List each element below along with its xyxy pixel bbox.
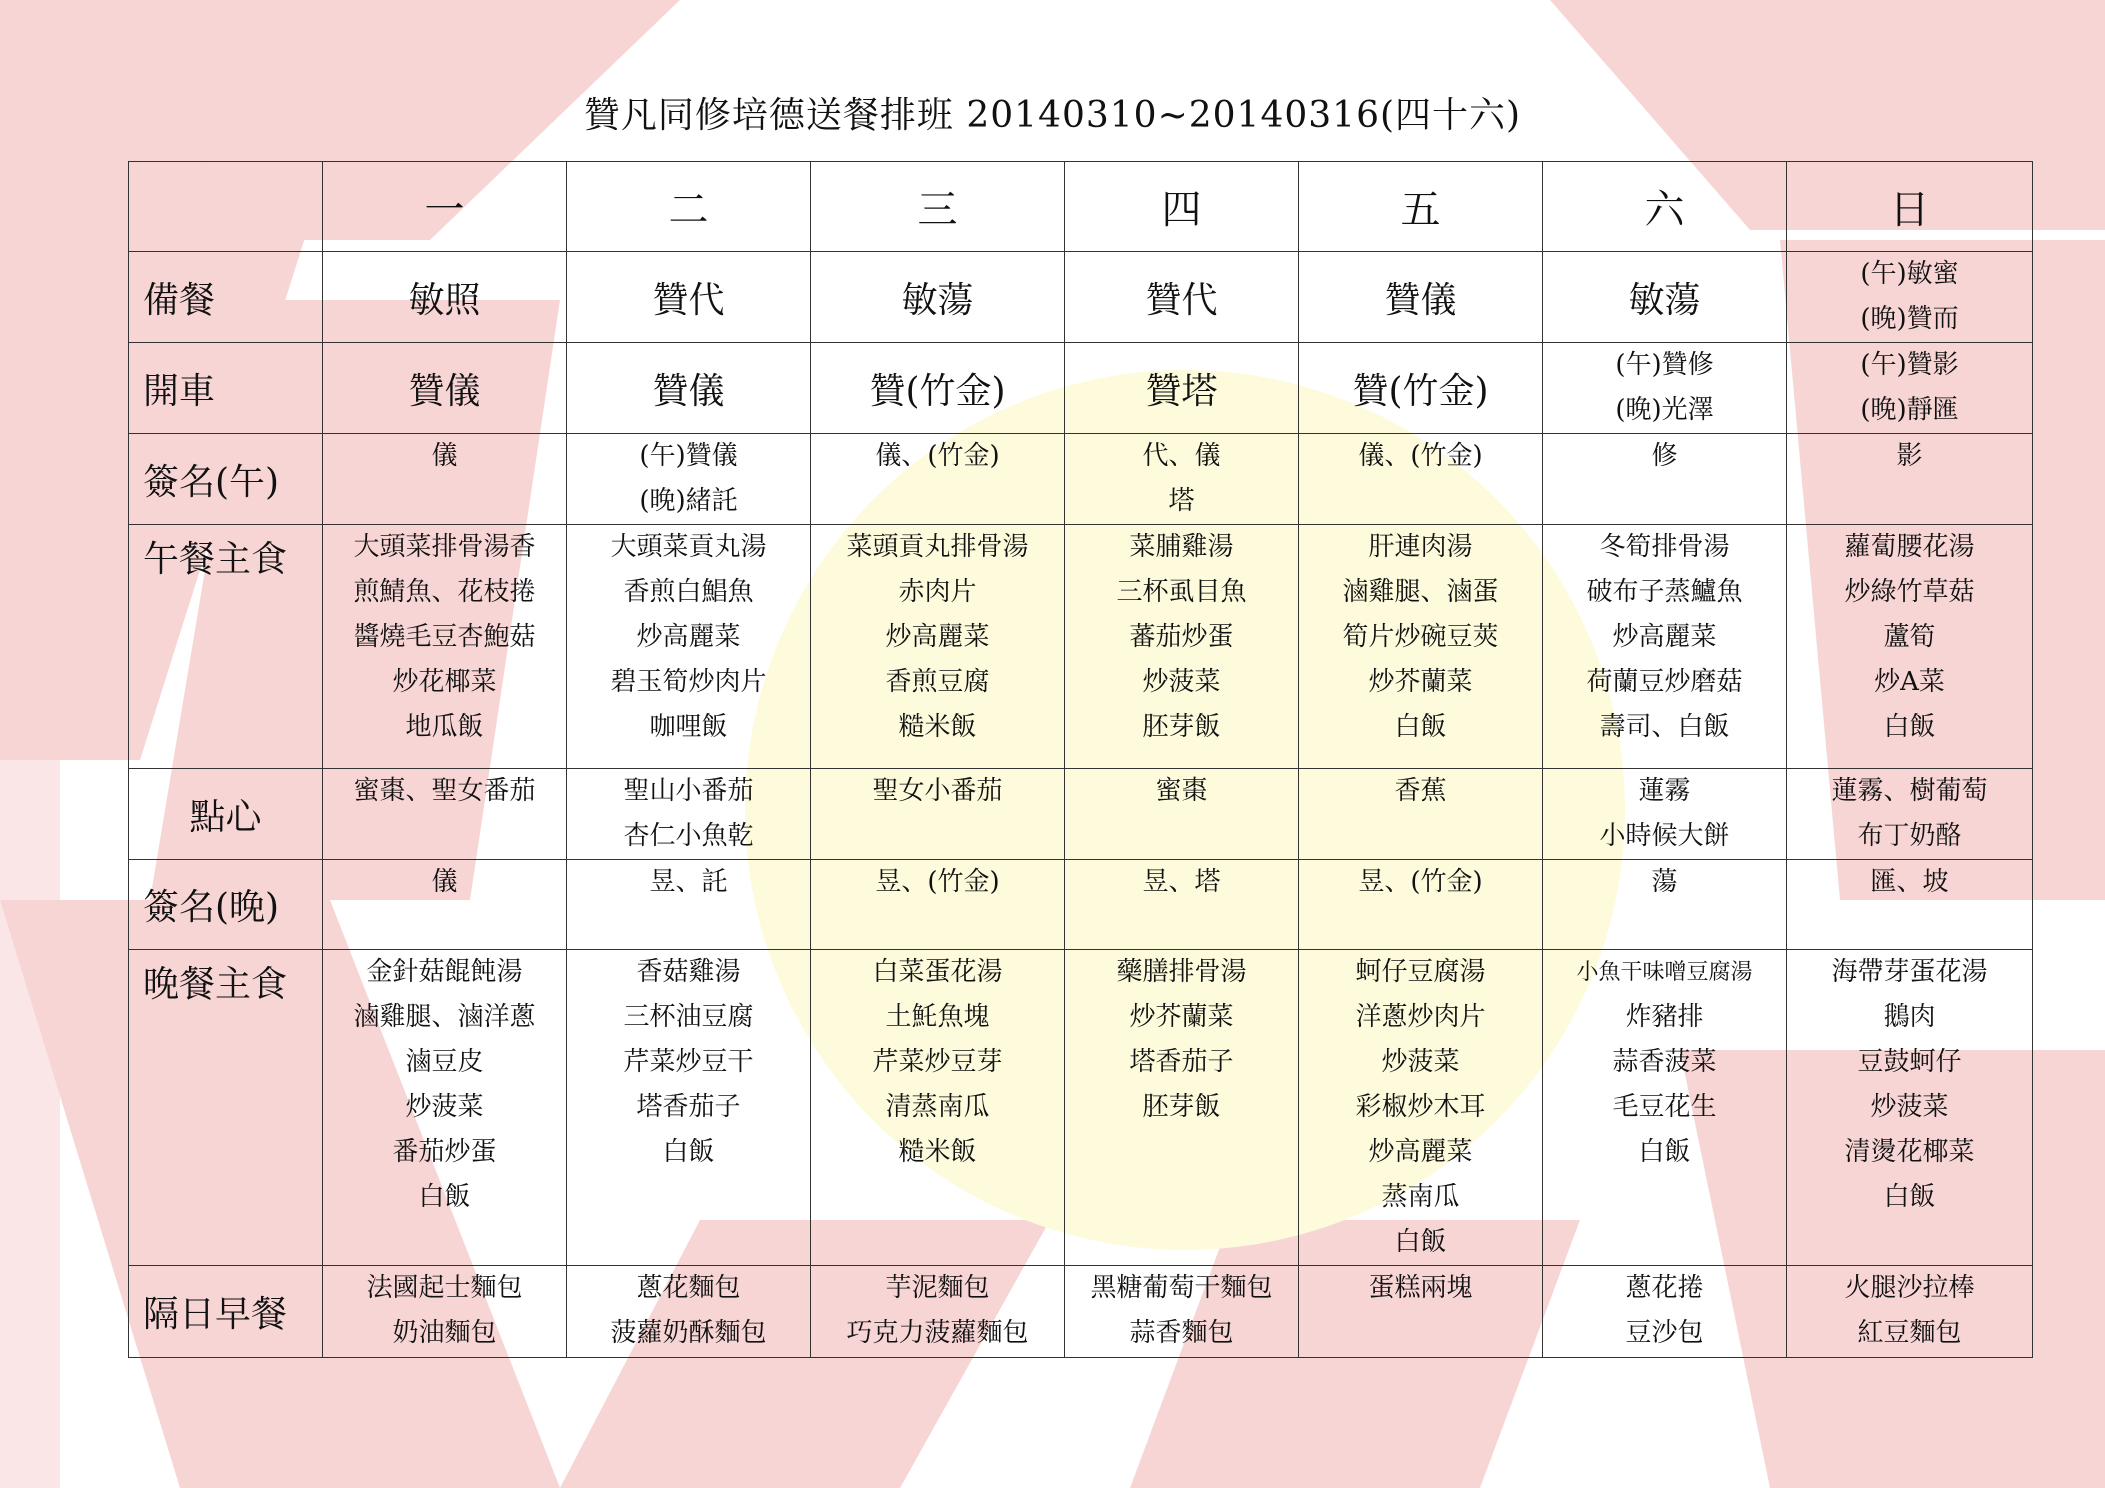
cell-line: 炒高麗菜 <box>636 622 741 652</box>
schedule-cell <box>567 950 811 1266</box>
cell-line: 炒花椰菜 <box>392 667 497 697</box>
schedule-cell <box>1787 252 2033 343</box>
cell-line: 三杯油豆腐 <box>623 1002 754 1032</box>
cell-line: (晚)緒託 <box>639 486 738 516</box>
cell-line: 白飯 <box>1638 1137 1691 1167</box>
cell-line: (午)贊影 <box>1860 350 1959 380</box>
cell-line: 昱、(竹金) <box>1358 867 1483 897</box>
schedule-cell <box>1543 1266 1787 1358</box>
row-label: 午餐主食 <box>129 525 323 769</box>
cell-line: 儀、(竹金) <box>1358 441 1483 471</box>
schedule-cell <box>567 434 811 525</box>
cell-text: 贊代 <box>652 279 725 321</box>
schedule-cell <box>1299 252 1543 343</box>
schedule-cell <box>1543 525 1787 769</box>
day-header: 一 <box>323 162 567 252</box>
schedule-cell <box>1787 860 2033 950</box>
schedule-cell <box>323 434 567 525</box>
cell-line: 蕩 <box>1651 867 1678 897</box>
cell-line: 香蕉 <box>1394 776 1447 806</box>
row-label: 晚餐主食 <box>129 950 323 1266</box>
cell-line: 地瓜飯 <box>405 712 484 742</box>
schedule-cell <box>1787 525 2033 769</box>
cell-text: 敏照 <box>408 279 481 321</box>
cell-line: 小魚干味噌豆腐湯 <box>1576 960 1753 985</box>
cell-line: 炒菠菜 <box>405 1092 484 1122</box>
schedule-cell <box>1787 950 2033 1266</box>
cell-line: 碧玉筍炒肉片 <box>610 667 767 697</box>
cell-text: 贊儀 <box>408 370 481 412</box>
cell-line: 蒜香麵包 <box>1129 1318 1234 1348</box>
cell-line: 塔香茄子 <box>1129 1047 1234 1077</box>
schedule-cell <box>1065 252 1299 343</box>
cell-line: (晚)靜匯 <box>1860 395 1959 425</box>
cell-line: 芹菜炒豆芽 <box>872 1047 1003 1077</box>
cell-line: 海帶芽蛋花湯 <box>1831 957 1988 987</box>
cell-line: 蒸南瓜 <box>1381 1182 1460 1212</box>
cell-text: 敏蕩 <box>901 279 974 321</box>
cell-line: 儀 <box>431 441 458 471</box>
schedule-cell <box>1543 252 1787 343</box>
schedule-cell <box>1065 343 1299 434</box>
cell-line: 白飯 <box>1394 712 1447 742</box>
schedule-cell <box>1299 860 1543 950</box>
schedule-cell <box>811 950 1065 1266</box>
cell-line: 芋泥麵包 <box>885 1273 990 1303</box>
cell-line: 煎鯖魚、花枝捲 <box>353 577 536 607</box>
cell-line: 大頭菜貢丸湯 <box>610 532 767 562</box>
page-title: 贊凡同修培德送餐排班 20140310~20140316(四十六) <box>583 95 1522 136</box>
cell-text: 贊(竹金) <box>1352 370 1489 412</box>
schedule-cell <box>1065 434 1299 525</box>
schedule-cell <box>567 1266 811 1358</box>
cell-line: 蚵仔豆腐湯 <box>1355 957 1486 987</box>
cell-line: 蔥花捲 <box>1625 1273 1704 1303</box>
cell-line: 大頭菜排骨湯香 <box>353 532 536 562</box>
cell-line: 筍片炒碗豆莢 <box>1342 622 1499 652</box>
schedule-cell <box>567 525 811 769</box>
cell-line: 藥膳排骨湯 <box>1116 957 1247 987</box>
cell-line: 聖女小番茄 <box>872 776 1003 806</box>
cell-line: 金針菇餛飩湯 <box>366 957 523 987</box>
cell-line: (晚)贊而 <box>1860 304 1959 334</box>
cell-line: 荷蘭豆炒磨菇 <box>1586 667 1743 697</box>
schedule-cell <box>323 769 567 860</box>
cell-line: 豆鼓蚵仔 <box>1857 1047 1962 1077</box>
cell-line: 肝連肉湯 <box>1368 532 1473 562</box>
schedule-cell <box>323 343 567 434</box>
cell-line: 聖山小番茄 <box>623 776 754 806</box>
cell-line: 小時候大餅 <box>1599 821 1730 851</box>
cell-text: 贊代 <box>1145 279 1218 321</box>
row-label: 開車 <box>129 343 323 434</box>
cell-line: 醬燒毛豆杏鮑菇 <box>353 622 536 652</box>
schedule-cell <box>1065 950 1299 1266</box>
dinner-sign-row <box>129 860 2033 950</box>
cell-text: 敏蕩 <box>1628 279 1701 321</box>
cell-line: 火腿沙拉棒 <box>1844 1273 1975 1303</box>
cell-line: 咖哩飯 <box>649 712 728 742</box>
cell-line: 滷豆皮 <box>405 1047 484 1077</box>
cell-line: 昱、託 <box>649 867 728 897</box>
schedule-cell <box>1065 1266 1299 1358</box>
cell-line: 炒芥蘭菜 <box>1129 1002 1234 1032</box>
cell-line: 儀 <box>431 867 458 897</box>
cell-line: 巧克力菠蘿麵包 <box>846 1318 1029 1348</box>
cell-line: 白飯 <box>418 1182 471 1212</box>
cell-line: 土魠魚塊 <box>885 1002 990 1032</box>
schedule-cell <box>1543 434 1787 525</box>
schedule-cell <box>1299 525 1543 769</box>
cell-line: 芹菜炒豆干 <box>623 1047 754 1077</box>
schedule-cell <box>323 252 567 343</box>
schedule-cell <box>811 860 1065 950</box>
row-label: 點心 <box>129 769 323 860</box>
cell-line: 蓮霧、樹葡萄 <box>1831 776 1988 806</box>
cell-line: 蘿蔔腰花湯 <box>1844 532 1975 562</box>
cell-line: 滷雞腿、滷洋蔥 <box>353 1002 536 1032</box>
dinner-main-row <box>129 950 2033 1266</box>
breakfast-row <box>129 1266 2033 1358</box>
schedule-cell <box>1065 769 1299 860</box>
cell-line: 毛豆花生 <box>1612 1092 1717 1122</box>
schedule-cell <box>811 525 1065 769</box>
cell-line: 菜頭貢丸排骨湯 <box>846 532 1029 562</box>
cell-line: 胚芽飯 <box>1142 1092 1221 1122</box>
schedule-cell <box>1299 434 1543 525</box>
cell-line: 奶油麵包 <box>392 1318 497 1348</box>
cell-line: 胚芽飯 <box>1142 712 1221 742</box>
cell-line: 紅豆麵包 <box>1857 1318 1962 1348</box>
schedule-cell <box>1299 1266 1543 1358</box>
schedule-cell <box>1543 860 1787 950</box>
cell-line: 影 <box>1896 441 1923 471</box>
day-header: 三 <box>811 162 1065 252</box>
cell-line: 法國起士麵包 <box>366 1273 523 1303</box>
cell-line: 儀、(竹金) <box>875 441 1000 471</box>
schedule-cell <box>567 252 811 343</box>
cell-line: (午)贊修 <box>1615 350 1714 380</box>
cell-line: 香菇雞湯 <box>636 957 741 987</box>
cell-line: 蔥花麵包 <box>636 1273 741 1303</box>
cell-line: 修 <box>1651 441 1678 471</box>
cell-line: 塔 <box>1168 486 1195 516</box>
cell-line: 蜜棗 <box>1155 776 1208 806</box>
cell-line: (午)贊儀 <box>639 441 738 471</box>
schedule-cell <box>811 1266 1065 1358</box>
schedule-cell <box>1065 525 1299 769</box>
cell-line: 菠蘿奶酥麵包 <box>610 1318 767 1348</box>
driver-row <box>129 343 2033 434</box>
cell-line: 匯、坡 <box>1870 867 1949 897</box>
row-label: 備餐 <box>129 252 323 343</box>
row-label: 隔日早餐 <box>129 1266 323 1358</box>
row-label: 簽名(午) <box>129 434 323 525</box>
schedule-cell <box>811 769 1065 860</box>
cell-line: 炒高麗菜 <box>885 622 990 652</box>
schedule-cell <box>811 343 1065 434</box>
cell-text: 贊塔 <box>1145 370 1218 412</box>
cell-line: 鵝肉 <box>1883 1002 1936 1032</box>
cell-line: 香煎豆腐 <box>885 667 990 697</box>
cell-line: 昱、(竹金) <box>875 867 1000 897</box>
row-label: 簽名(晚) <box>129 860 323 950</box>
cell-line: 蛋糕兩塊 <box>1368 1273 1473 1303</box>
cell-line: 洋蔥炒肉片 <box>1355 1002 1486 1032</box>
cell-line: 豆沙包 <box>1625 1318 1704 1348</box>
snack-row <box>129 769 2033 860</box>
cell-line: 昱、塔 <box>1142 867 1221 897</box>
lunch-main-row <box>129 525 2033 769</box>
cell-line: 炒菠菜 <box>1381 1047 1460 1077</box>
schedule-cell <box>567 343 811 434</box>
lunch-sign-row <box>129 434 2033 525</box>
cell-line: 塔香茄子 <box>636 1092 741 1122</box>
cell-line: 炒A菜 <box>1874 667 1945 697</box>
schedule-cell <box>811 434 1065 525</box>
corner-cell <box>129 162 323 252</box>
cell-line: 番茄炒蛋 <box>392 1137 497 1167</box>
cell-line: (午)敏蜜 <box>1860 259 1959 289</box>
cell-line: 赤肉片 <box>898 577 977 607</box>
cell-line: 糙米飯 <box>898 712 977 742</box>
cell-line: (晚)光澤 <box>1615 395 1714 425</box>
cell-line: 炒菠菜 <box>1142 667 1221 697</box>
cell-line: 壽司、白飯 <box>1599 712 1730 742</box>
prep-row <box>129 252 2033 343</box>
schedule-cell <box>1787 1266 2033 1358</box>
schedule-cell <box>323 950 567 1266</box>
cell-line: 蜜棗、聖女番茄 <box>353 776 536 806</box>
cell-line: 布丁奶酪 <box>1857 821 1962 851</box>
cell-line: 炒芥蘭菜 <box>1368 667 1473 697</box>
cell-line: 菜脯雞湯 <box>1129 532 1234 562</box>
cell-line: 蕃茄炒蛋 <box>1129 622 1234 652</box>
schedule-cell <box>1787 343 2033 434</box>
cell-line: 代、儀 <box>1142 441 1221 471</box>
cell-line: 香煎白鯧魚 <box>623 577 754 607</box>
cell-line: 蓮霧 <box>1638 776 1691 806</box>
schedule-table <box>128 161 2033 1358</box>
cell-line: 糙米飯 <box>898 1137 977 1167</box>
schedule-cell <box>811 252 1065 343</box>
day-header: 五 <box>1299 162 1543 252</box>
cell-line: 清蒸南瓜 <box>885 1092 990 1122</box>
cell-line: 白菜蛋花湯 <box>872 957 1003 987</box>
cell-line: 滷雞腿、滷蛋 <box>1342 577 1499 607</box>
day-header: 日 <box>1787 162 2033 252</box>
cell-line: 白飯 <box>1394 1227 1447 1257</box>
cell-text: 贊(竹金) <box>869 370 1006 412</box>
schedule-cell <box>1543 769 1787 860</box>
cell-line: 白飯 <box>1883 712 1936 742</box>
schedule-cell <box>567 769 811 860</box>
cell-line: 清燙花椰菜 <box>1844 1137 1975 1167</box>
schedule-cell <box>323 525 567 769</box>
cell-line: 蒜香菠菜 <box>1612 1047 1717 1077</box>
cell-line: 炒菠菜 <box>1870 1092 1949 1122</box>
cell-line: 破布子蒸鱸魚 <box>1586 577 1743 607</box>
cell-line: 炒高麗菜 <box>1368 1137 1473 1167</box>
cell-line: 炸豬排 <box>1625 1002 1704 1032</box>
day-header: 二 <box>567 162 811 252</box>
cell-line: 炒綠竹草菇 <box>1844 577 1975 607</box>
cell-text: 贊儀 <box>652 370 725 412</box>
cell-line: 彩椒炒木耳 <box>1355 1092 1486 1122</box>
day-header-row <box>129 162 2033 252</box>
day-header: 四 <box>1065 162 1299 252</box>
cell-line: 炒高麗菜 <box>1612 622 1717 652</box>
cell-line: 杏仁小魚乾 <box>623 821 754 851</box>
schedule-cell <box>1543 950 1787 1266</box>
schedule-cell <box>567 860 811 950</box>
schedule-cell <box>1787 769 2033 860</box>
cell-line: 白飯 <box>662 1137 715 1167</box>
schedule-cell <box>1299 950 1543 1266</box>
cell-line: 黑糖葡萄干麵包 <box>1090 1273 1273 1303</box>
cell-line: 三杯虱目魚 <box>1116 577 1247 607</box>
schedule-cell <box>323 1266 567 1358</box>
cell-line: 蘆筍 <box>1883 622 1936 652</box>
schedule-cell <box>1787 434 2033 525</box>
schedule-cell <box>1299 343 1543 434</box>
day-header: 六 <box>1543 162 1787 252</box>
cell-line: 白飯 <box>1883 1182 1936 1212</box>
cell-text: 贊儀 <box>1384 279 1457 321</box>
schedule-cell <box>323 860 567 950</box>
cell-line: 冬筍排骨湯 <box>1599 532 1730 562</box>
schedule-cell <box>1299 769 1543 860</box>
schedule-cell <box>1543 343 1787 434</box>
schedule-cell <box>1065 860 1299 950</box>
